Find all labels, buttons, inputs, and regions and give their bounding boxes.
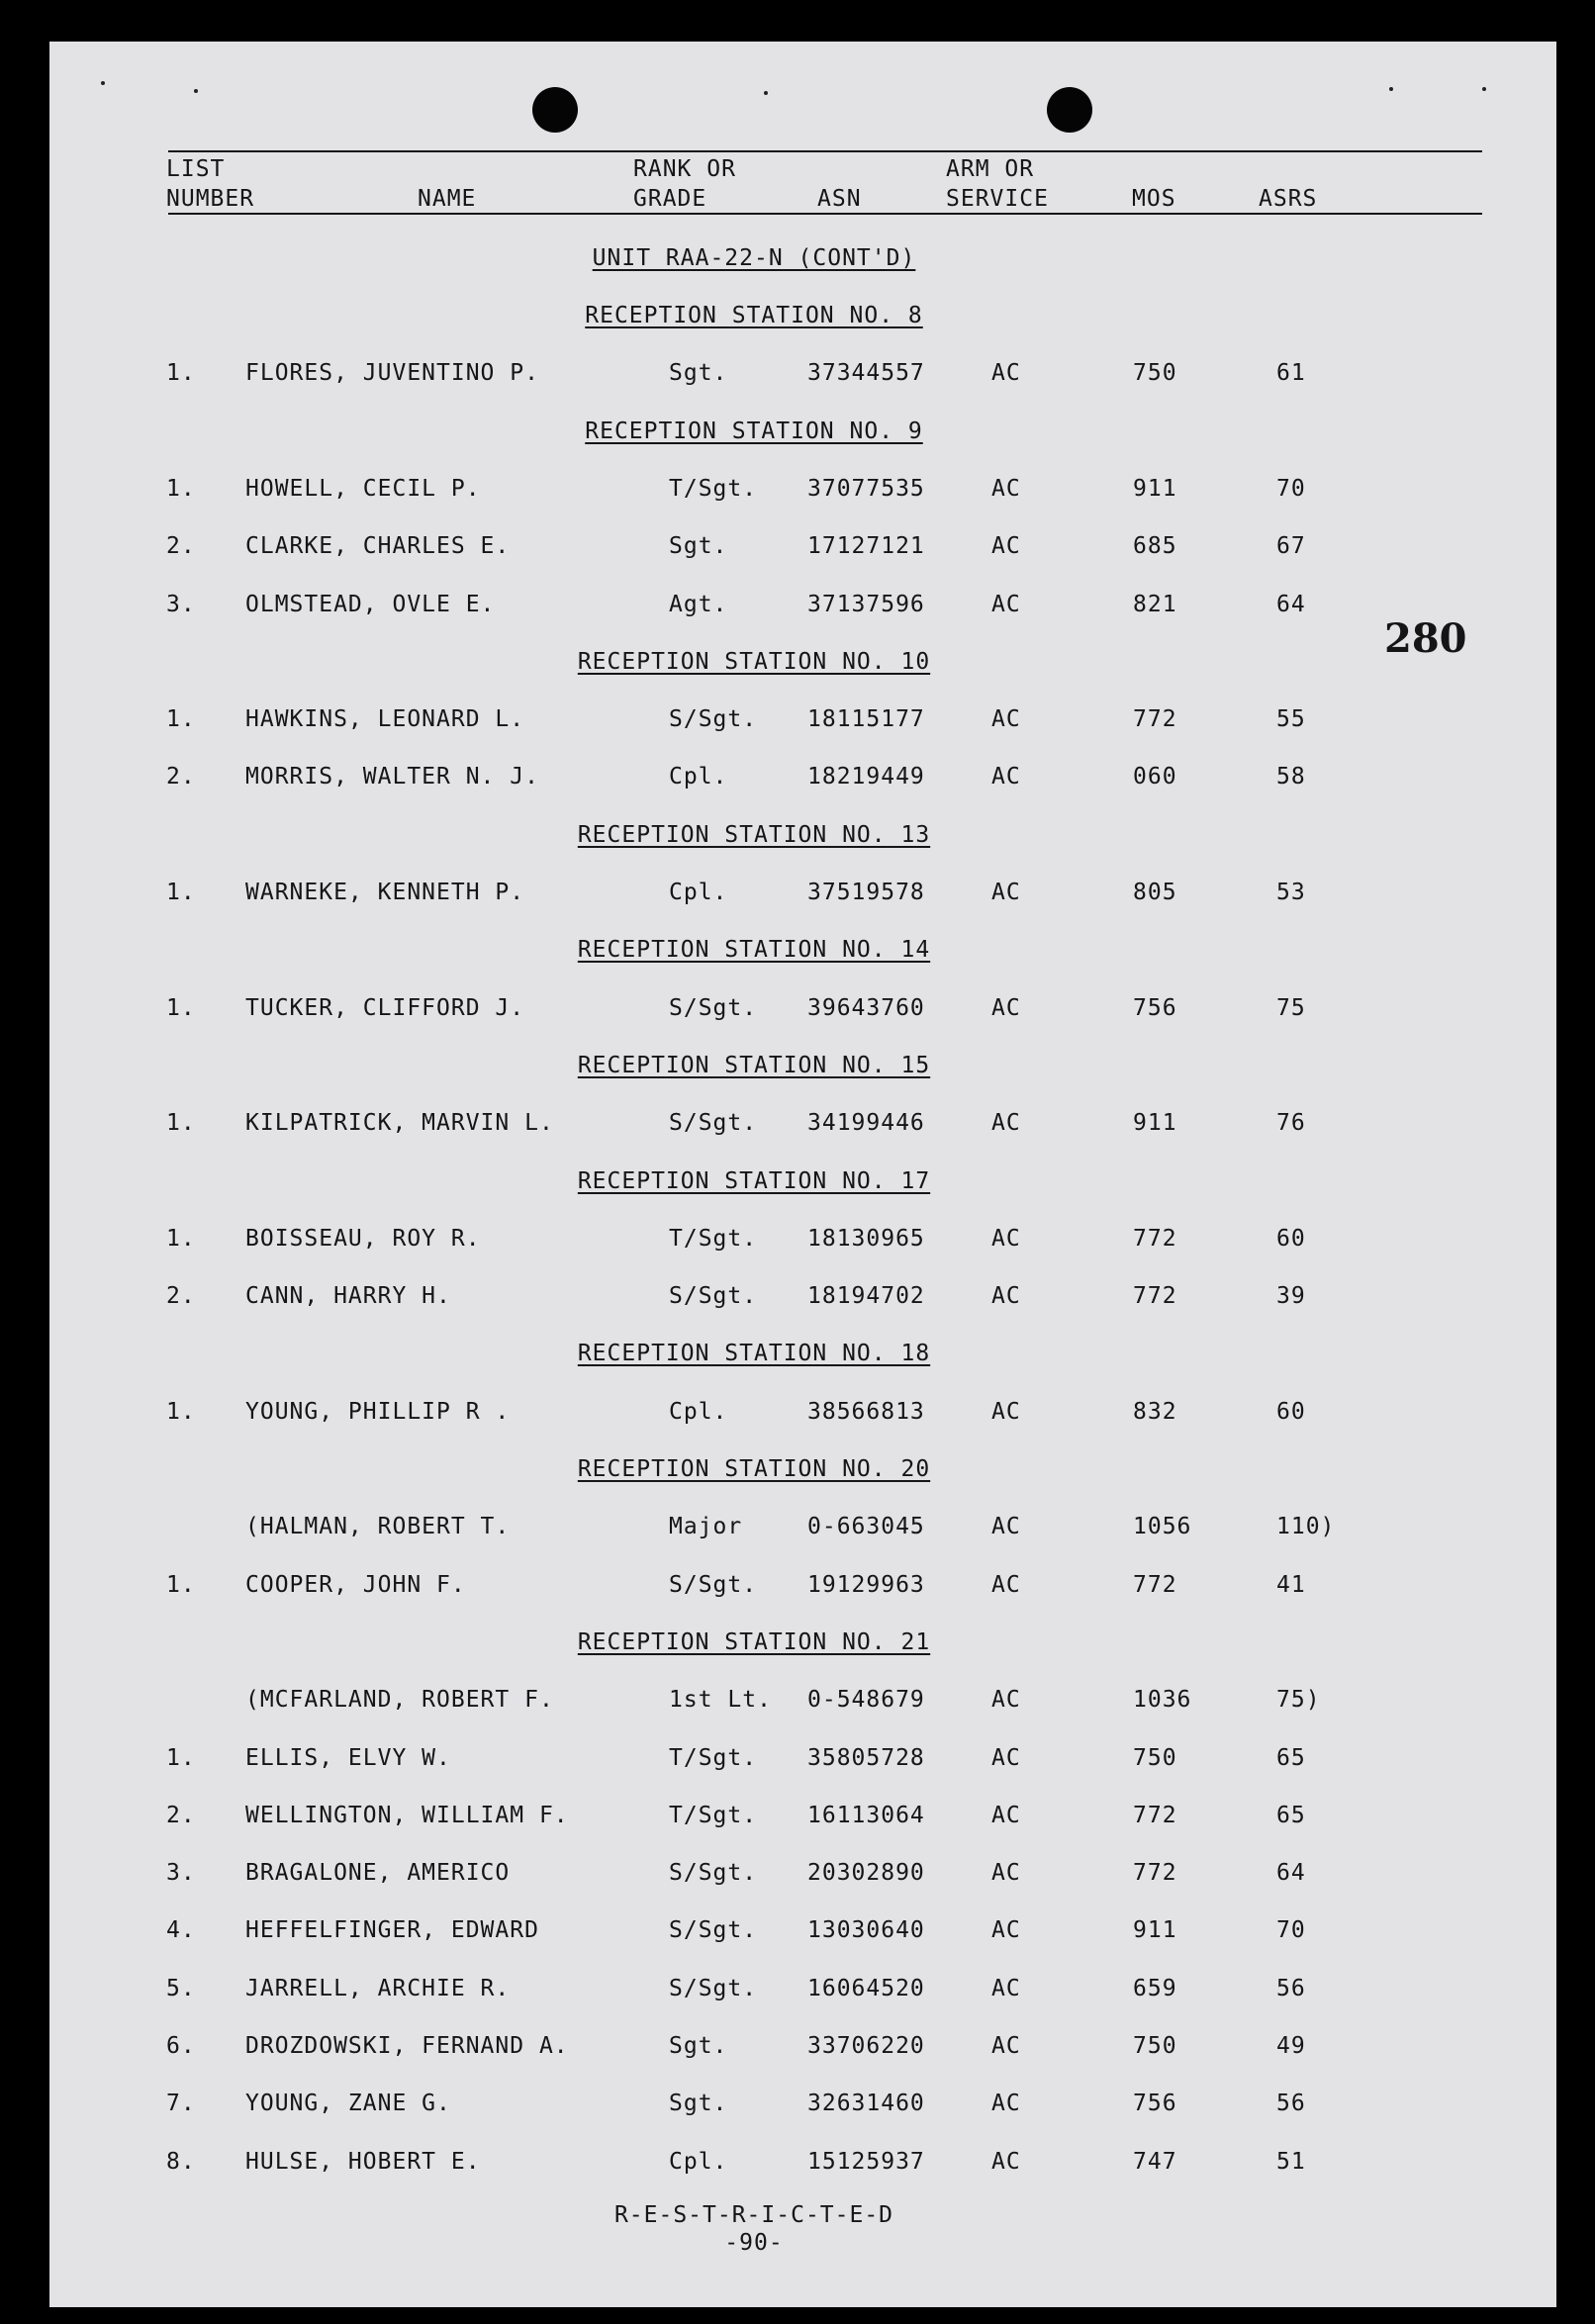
rank-grade: S/Sgt. <box>669 706 758 732</box>
asn-number: 16064520 <box>807 1976 925 2001</box>
section-heading: RECEPTION STATION NO. 21 <box>577 1629 931 1655</box>
arm-service: AC <box>991 1283 1021 1309</box>
asrs-score: 70 <box>1276 1917 1306 1943</box>
person-name: HAWKINS, LEONARD L. <box>245 706 525 732</box>
header-name: NAME <box>418 186 477 212</box>
asn-number: 18219449 <box>807 764 925 790</box>
person-name: BRAGALONE, AMERICO <box>245 1860 511 1886</box>
asn-number: 34199446 <box>807 1110 925 1136</box>
person-name: HEFFELFINGER, EDWARD <box>245 1917 539 1943</box>
asn-number: 32631460 <box>807 2091 925 2116</box>
header-arm-service: ARM OR SERVICE <box>946 156 1049 212</box>
asrs-score: 41 <box>1276 1572 1306 1598</box>
person-name: (HALMAN, ROBERT T. <box>245 1514 511 1539</box>
asn-number: 37519578 <box>807 880 925 905</box>
person-name: TUCKER, CLIFFORD J. <box>245 995 525 1021</box>
roster-row <box>49 1283 1534 1317</box>
mos-code: 911 <box>1133 1110 1177 1136</box>
arm-service: AC <box>991 1399 1021 1425</box>
paper-speck <box>1389 87 1393 91</box>
mos-code: 1036 <box>1133 1687 1192 1713</box>
list-number: 1. <box>166 1226 196 1252</box>
arm-service: AC <box>991 360 1021 386</box>
roster-row <box>49 1514 1534 1547</box>
list-number: 1. <box>166 360 196 386</box>
rank-grade: T/Sgt. <box>669 476 758 502</box>
header-list-number: LIST NUMBER <box>166 156 255 212</box>
list-number: 1. <box>166 880 196 905</box>
rank-grade: Cpl. <box>669 2149 728 2175</box>
list-number: 2. <box>166 533 196 559</box>
rank-grade: S/Sgt. <box>669 1572 758 1598</box>
handwritten-page-number: 280 <box>1384 615 1467 662</box>
section-heading: RECEPTION STATION NO. 20 <box>577 1456 931 1482</box>
list-number: 2. <box>166 1283 196 1309</box>
asrs-score: 56 <box>1276 2091 1306 2116</box>
rank-grade: Sgt. <box>669 2091 728 2116</box>
roster-row <box>49 706 1534 740</box>
asn-number: 16113064 <box>807 1803 925 1828</box>
page-number: -90- <box>724 2230 784 2256</box>
asrs-score: 76 <box>1276 1110 1306 1136</box>
mos-code: 772 <box>1133 706 1177 732</box>
asrs-score: 70 <box>1276 476 1306 502</box>
list-number: 1. <box>166 476 196 502</box>
person-name: COOPER, JOHN F. <box>245 1572 466 1598</box>
mos-code: 772 <box>1133 1226 1177 1252</box>
mos-code: 772 <box>1133 1283 1177 1309</box>
rank-grade: T/Sgt. <box>669 1803 758 1828</box>
mos-code: 750 <box>1133 1745 1177 1771</box>
asrs-score: 65 <box>1276 1745 1306 1771</box>
list-number: 1. <box>166 995 196 1021</box>
arm-service: AC <box>991 1745 1021 1771</box>
person-name: HOWELL, CECIL P. <box>245 476 481 502</box>
rank-grade: Cpl. <box>669 1399 728 1425</box>
person-name: MORRIS, WALTER N. J. <box>245 764 539 790</box>
person-name: DROZDOWSKI, FERNAND A. <box>245 2033 569 2059</box>
roster-row <box>49 2149 1534 2183</box>
arm-service: AC <box>991 592 1021 617</box>
person-name: YOUNG, ZANE G. <box>245 2091 451 2116</box>
roster-row <box>49 2033 1534 2067</box>
arm-service: AC <box>991 1976 1021 2001</box>
list-number: 1. <box>166 1399 196 1425</box>
asrs-score: 56 <box>1276 1976 1306 2001</box>
mos-code: 821 <box>1133 592 1177 617</box>
rank-grade: 1st Lt. <box>669 1687 772 1713</box>
arm-service: AC <box>991 1572 1021 1598</box>
list-number: 3. <box>166 592 196 617</box>
arm-service: AC <box>991 880 1021 905</box>
mos-code: 685 <box>1133 533 1177 559</box>
person-name: ELLIS, ELVY W. <box>245 1745 451 1771</box>
document-page <box>49 42 1556 2307</box>
roster-row <box>49 1226 1534 1259</box>
asrs-score: 60 <box>1276 1399 1306 1425</box>
restricted-marking: R-E-S-T-R-I-C-T-E-D <box>613 2202 894 2228</box>
asn-number: 37344557 <box>807 360 925 386</box>
rank-grade: Sgt. <box>669 360 728 386</box>
rank-grade: S/Sgt. <box>669 1110 758 1136</box>
rank-grade: Sgt. <box>669 533 728 559</box>
person-name: FLORES, JUVENTINO P. <box>245 360 539 386</box>
asrs-score: 64 <box>1276 592 1306 617</box>
mos-code: 756 <box>1133 2091 1177 2116</box>
asn-number: 17127121 <box>807 533 925 559</box>
rank-grade: S/Sgt. <box>669 1283 758 1309</box>
rank-grade: Major <box>669 1514 743 1539</box>
asn-number: 35805728 <box>807 1745 925 1771</box>
paper-speck <box>1482 87 1486 91</box>
list-number: 7. <box>166 2091 196 2116</box>
roster-row <box>49 1110 1534 1144</box>
person-name: CLARKE, CHARLES E. <box>245 533 511 559</box>
arm-service: AC <box>991 2149 1021 2175</box>
arm-service: AC <box>991 764 1021 790</box>
paper-speck <box>764 91 768 95</box>
asrs-score: 39 <box>1276 1283 1306 1309</box>
asn-number: 18115177 <box>807 706 925 732</box>
rank-grade: Cpl. <box>669 764 728 790</box>
arm-service: AC <box>991 2033 1021 2059</box>
person-name: CANN, HARRY H. <box>245 1283 451 1309</box>
asn-number: 38566813 <box>807 1399 925 1425</box>
arm-service: AC <box>991 1514 1021 1539</box>
roster-row <box>49 880 1534 913</box>
rank-grade: S/Sgt. <box>669 1976 758 2001</box>
unit-title: UNIT RAA-22-N (CONT'D) <box>592 245 916 271</box>
arm-service: AC <box>991 1687 1021 1713</box>
arm-service: AC <box>991 1226 1021 1252</box>
list-number: 1. <box>166 1110 196 1136</box>
asn-number: 18130965 <box>807 1226 925 1252</box>
arm-service: AC <box>991 1803 1021 1828</box>
mos-code: 1056 <box>1133 1514 1192 1539</box>
person-name: JARRELL, ARCHIE R. <box>245 1976 511 2001</box>
roster-row <box>49 2091 1534 2124</box>
asrs-score: 64 <box>1276 1860 1306 1886</box>
person-name: KILPATRICK, MARVIN L. <box>245 1110 554 1136</box>
roster-row <box>49 995 1534 1029</box>
asrs-score: 67 <box>1276 533 1306 559</box>
mos-code: 772 <box>1133 1803 1177 1828</box>
roster-row <box>49 1572 1534 1606</box>
arm-service: AC <box>991 533 1021 559</box>
rank-grade: Agt. <box>669 592 728 617</box>
list-number: 2. <box>166 1803 196 1828</box>
roster-row <box>49 476 1534 510</box>
person-name: BOISSEAU, ROY R. <box>245 1226 481 1252</box>
list-number: 2. <box>166 764 196 790</box>
roster-row <box>49 1917 1534 1951</box>
section-heading: RECEPTION STATION NO. 15 <box>577 1053 931 1078</box>
asn-number: 37137596 <box>807 592 925 617</box>
list-number: 5. <box>166 1976 196 2001</box>
asrs-score: 51 <box>1276 2149 1306 2175</box>
roster-row <box>49 533 1534 567</box>
person-name: HULSE, HOBERT E. <box>245 2149 481 2175</box>
list-number: 1. <box>166 1745 196 1771</box>
asrs-score: 58 <box>1276 764 1306 790</box>
arm-service: AC <box>991 1860 1021 1886</box>
rank-grade: S/Sgt. <box>669 995 758 1021</box>
header-asn: ASN <box>817 186 862 212</box>
asn-number: 18194702 <box>807 1283 925 1309</box>
mos-code: 659 <box>1133 1976 1177 2001</box>
section-heading: RECEPTION STATION NO. 14 <box>577 937 931 963</box>
arm-service: AC <box>991 1110 1021 1136</box>
section-heading: RECEPTION STATION NO. 17 <box>577 1168 931 1194</box>
mos-code: 805 <box>1133 880 1177 905</box>
asrs-score: 75 <box>1276 995 1306 1021</box>
mos-code: 060 <box>1133 764 1177 790</box>
asrs-score: 53 <box>1276 880 1306 905</box>
rank-grade: S/Sgt. <box>669 1917 758 1943</box>
section-heading: RECEPTION STATION NO. 9 <box>585 418 923 444</box>
header-top-rule <box>168 150 1482 152</box>
list-number: 4. <box>166 1917 196 1943</box>
asn-number: 13030640 <box>807 1917 925 1943</box>
header-rank-grade: RANK OR GRADE <box>633 156 736 212</box>
mos-code: 911 <box>1133 1917 1177 1943</box>
roster-row <box>49 592 1534 625</box>
asrs-score: 60 <box>1276 1226 1306 1252</box>
arm-service: AC <box>991 2091 1021 2116</box>
roster-row <box>49 1976 1534 2009</box>
mos-code: 832 <box>1133 1399 1177 1425</box>
asn-number: 20302890 <box>807 1860 925 1886</box>
rank-grade: S/Sgt. <box>669 1860 758 1886</box>
roster-row <box>49 1803 1534 1836</box>
rank-grade: T/Sgt. <box>669 1745 758 1771</box>
mos-code: 750 <box>1133 2033 1177 2059</box>
person-name: OLMSTEAD, OVLE E. <box>245 592 496 617</box>
list-number: 1. <box>166 706 196 732</box>
mos-code: 750 <box>1133 360 1177 386</box>
roster-row <box>49 1399 1534 1433</box>
arm-service: AC <box>991 1917 1021 1943</box>
person-name: YOUNG, PHILLIP R . <box>245 1399 511 1425</box>
person-name: WARNEKE, KENNETH P. <box>245 880 525 905</box>
mos-code: 772 <box>1133 1572 1177 1598</box>
asrs-score: 55 <box>1276 706 1306 732</box>
rank-grade: T/Sgt. <box>669 1226 758 1252</box>
asn-number: 0-663045 <box>807 1514 925 1539</box>
asn-number: 19129963 <box>807 1572 925 1598</box>
asrs-score: 75) <box>1276 1687 1321 1713</box>
rank-grade: Sgt. <box>669 2033 728 2059</box>
paper-speck <box>101 81 105 85</box>
roster-row <box>49 1860 1534 1894</box>
asrs-score: 61 <box>1276 360 1306 386</box>
asrs-score: 65 <box>1276 1803 1306 1828</box>
section-heading: RECEPTION STATION NO. 10 <box>577 649 931 675</box>
asn-number: 33706220 <box>807 2033 925 2059</box>
asrs-score: 110) <box>1276 1514 1336 1539</box>
roster-row <box>49 764 1534 797</box>
asn-number: 0-548679 <box>807 1687 925 1713</box>
section-heading: RECEPTION STATION NO. 13 <box>577 822 931 848</box>
asn-number: 37077535 <box>807 476 925 502</box>
list-number: 3. <box>166 1860 196 1886</box>
mos-code: 747 <box>1133 2149 1177 2175</box>
mos-code: 756 <box>1133 995 1177 1021</box>
roster-row <box>49 360 1534 394</box>
asrs-score: 49 <box>1276 2033 1306 2059</box>
arm-service: AC <box>991 476 1021 502</box>
asn-number: 15125937 <box>807 2149 925 2175</box>
mos-code: 772 <box>1133 1860 1177 1886</box>
list-number: 1. <box>166 1572 196 1598</box>
header-asrs: ASRS <box>1259 186 1318 212</box>
person-name: (MCFARLAND, ROBERT F. <box>245 1687 554 1713</box>
rank-grade: Cpl. <box>669 880 728 905</box>
arm-service: AC <box>991 995 1021 1021</box>
asn-number: 39643760 <box>807 995 925 1021</box>
list-number: 6. <box>166 2033 196 2059</box>
punch-hole-left <box>532 87 578 133</box>
roster-row <box>49 1745 1534 1779</box>
list-number: 8. <box>166 2149 196 2175</box>
paper-speck <box>194 89 198 93</box>
header-mos: MOS <box>1132 186 1176 212</box>
mos-code: 911 <box>1133 476 1177 502</box>
section-heading: RECEPTION STATION NO. 18 <box>577 1341 931 1366</box>
punch-hole-right <box>1047 87 1092 133</box>
section-heading: RECEPTION STATION NO. 8 <box>585 303 923 328</box>
arm-service: AC <box>991 706 1021 732</box>
roster-row <box>49 1687 1534 1720</box>
person-name: WELLINGTON, WILLIAM F. <box>245 1803 569 1828</box>
